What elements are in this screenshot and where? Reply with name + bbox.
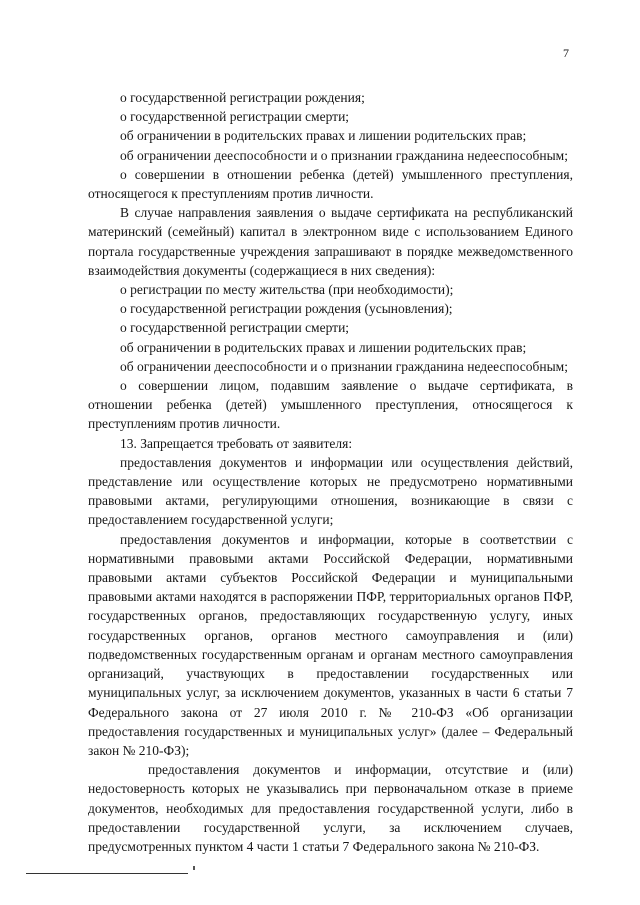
paragraph: предоставления документов и информации или осуществления действий, представление или осуществление которых не предусмотрено нормативными правовыми актами, регулирующими отношения, возникающие в связи с предоставлением государственной услуги; (88, 454, 573, 528)
paragraph: об ограничении дееспособности и о признании гражданина недееспособным; (120, 147, 568, 163)
paragraph: об ограничении в родительских правах и лишении родительских прав; (120, 128, 527, 144)
paragraph: об ограничении дееспособности и о признании гражданина недееспособным; (120, 358, 568, 374)
paragraph: о регистрации по месту жительства (при необходимости); (120, 282, 454, 298)
document-body (88, 88, 573, 856)
footer-divider (26, 873, 188, 874)
section-heading: 13. Запрещается требовать от заявителя: (120, 435, 353, 451)
paragraph: о государственной регистрации рождения (усыновления); (120, 301, 453, 317)
paragraph: предоставления документов и информации, отсутствие и (или) недостоверность которых не указывались при первоначальном отказе в приеме документов, необходимых для предоставления государственной услуги, либо в предоставлении государственной услуги, за исключением случаев, предусмотренных пунктом 4 части 1 статьи 7 Федерального закона № 210-ФЗ. (88, 762, 573, 854)
paragraph: о совершении в отношении ребенка (детей) умышленного преступления, относящегося к преступлениям против личности. (88, 166, 573, 202)
paragraph: о государственной регистрации смерти; (120, 320, 350, 336)
paragraph: предоставления документов и информации, которые в соответствии с нормативными правовыми актами Российской Федерации, нормативными правовыми актами субъектов Российской Федерации и муниципальными правовыми актами находятся в распоряжении ПФР, территориальных органов ПФР, государственных органов, предоставляющих государственную услугу, иных государственных органов, органов местного самоуправления и (или) подведомственных государственным органам и органам местного самоуправления организаций, участвующих в предоставлении государственных или муниципальных услуг, за исключением документов, указанных в части 6 статьи 7 Федерального закона от 27 июля 2010 г. № 210-ФЗ «Об организации предоставления государственных и муниципальных услуг» (далее – Федеральный закон № 210-ФЗ); (88, 531, 573, 758)
page-number: 7 (563, 46, 569, 60)
paragraph: о совершении лицом, подавшим заявление о выдаче сертификата, в отношении ребенка (детей) умышленного преступления, относящегося к преступлениям против личности. (88, 378, 573, 432)
paragraph: об ограничении в родительских правах и лишении родительских прав; (120, 339, 527, 355)
footer-mark (193, 866, 195, 870)
paragraph: В случае направления заявления о выдаче сертификата на республиканский материнский (семейный) капитал в электронном виде с использованием Единого портала государственные учреждения запрашивают в порядке межведомственного взаимодействия документы (содержащиеся в них сведения): (88, 205, 573, 278)
paragraph: о государственной регистрации смерти; (120, 109, 350, 125)
paragraph: о государственной регистрации рождения; (120, 90, 365, 105)
